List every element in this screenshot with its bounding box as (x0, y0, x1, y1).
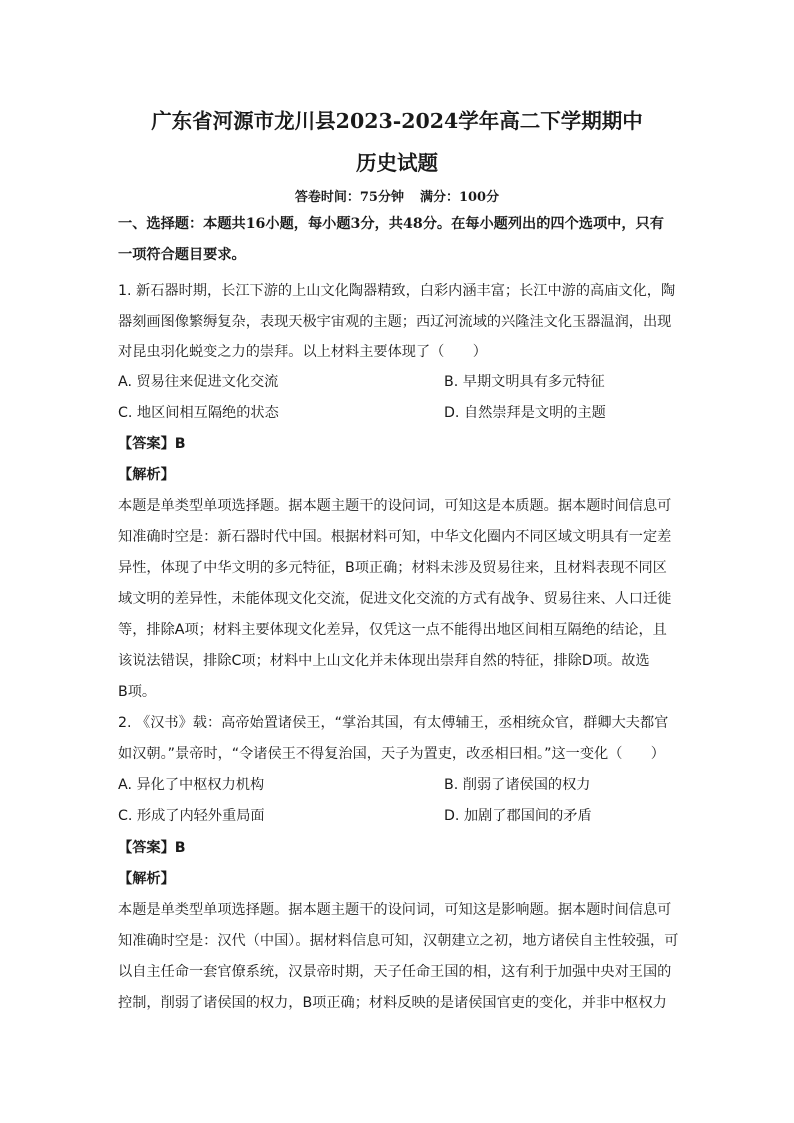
q1-option-a: A. 贸易往来促进文化交流 (118, 374, 279, 390)
q2-stem-line-2: 如汉朝。”景帝时，“令诸侯王不得复治国，天子为置吏，改丞相曰相。”这一变化（ ） (118, 746, 665, 762)
q2-option-a: A. 异化了中枢权力机构 (118, 777, 265, 793)
q1-analysis-line-5: 等，排除A项；材料主要体现文化差异，仅凭这一点不能得出地区间相互隔绝的结论，且 (118, 622, 667, 638)
q1-stem-line-3: 对昆虫羽化蜕变之力的崇拜。以上材料主要体现了（ ） (118, 344, 487, 360)
q2-answer: 【答案】B (118, 840, 186, 856)
q1-stem-line-2: 器刻画图像繁缛复杂，表现天极宇宙观的主题；西辽河流域的兴隆洼文化玉器温润，出现 (118, 314, 672, 330)
q2-option-c: C. 形成了内轻外重局面 (118, 808, 265, 824)
q1-analysis-line-1: 本题是单类型单项选择题。据本题主题干的设问词，可知这是本质题。据本题时间信息可 (118, 498, 672, 514)
q1-analysis-line-3: 异性，体现了中华文明的多元特征，B项正确；材料未涉及贸易往来，且材料表现不同区 (118, 560, 667, 576)
q1-analysis-line-6: 该说法错误，排除C项；材料中上山文化并未体现出崇拜自然的特征，排除D项。故选 (118, 653, 650, 669)
q1-option-c: C. 地区间相互隔绝的状态 (118, 405, 279, 421)
q2-stem-line-1: 2. 《汉书》载：高帝始置诸侯王，“掌治其国，有太傅辅王，丞相统众官，群卿大夫都官 (118, 715, 669, 731)
q2-option-d: D. 加剧了郡国间的矛盾 (444, 808, 592, 824)
section-instruction-line-2: 一项符合题目要求。 (118, 247, 246, 263)
q1-option-b: B. 早期文明具有多元特征 (444, 374, 605, 390)
exam-subtitle: 历史试题 (356, 151, 438, 175)
exam-title: 广东省河源市龙川县2023-2024学年高二下学期期中 (151, 109, 643, 133)
q2-analysis-line-2: 知准确时空是：汉代（中国）。据材料信息可知，汉朝建立之初，地方诸侯自主性较强，可 (118, 933, 679, 949)
q2-analysis-line-1: 本题是单类型单项选择题。据本题主题干的设问词，可知这是影响题。据本题时间信息可 (118, 902, 672, 918)
exam-meta (0, 186, 794, 205)
q2-option-b: B. 削弱了诸侯国的权力 (444, 777, 591, 793)
q1-analysis-line-7: B项。 (118, 684, 157, 700)
q2-analysis-label: 【解析】 (118, 871, 175, 887)
q1-analysis-label: 【解析】 (118, 467, 175, 483)
q1-stem-line-1: 1. 新石器时期，长江下游的上山文化陶器精致，白彩内涵丰富；长江中游的高庙文化，陶 (118, 283, 676, 299)
q2-analysis-line-3: 以自主任命一套官僚系统，汉景帝时期，天子任命王国的相，这有利于加强中央对王国的 (118, 964, 672, 980)
q2-analysis-line-4: 控制，削弱了诸侯国的权力，B项正确；材料反映的是诸侯国官吏的变化，并非中枢权力 (118, 995, 667, 1011)
exam-time: 答卷时间：75分钟 (294, 190, 404, 205)
exam-score: 满分：100分 (419, 190, 500, 205)
section-instruction-line-1: 一、选择题：本题共16小题，每小题3分，共48分。在每小题列出的四个选项中，只有 (118, 216, 664, 232)
q1-analysis-line-4: 域文明的差异性，未能体现文化交流，促进文化交流的方式有战争、贸易往来、人口迁徙 (118, 591, 672, 607)
q1-option-d: D. 自然崇拜是文明的主题 (444, 405, 606, 421)
q1-analysis-line-2: 知准确时空是：新石器时代中国。根据材料可知，中华文化圈内不同区域文明具有一定差 (118, 529, 672, 545)
q1-answer: 【答案】B (118, 436, 186, 452)
